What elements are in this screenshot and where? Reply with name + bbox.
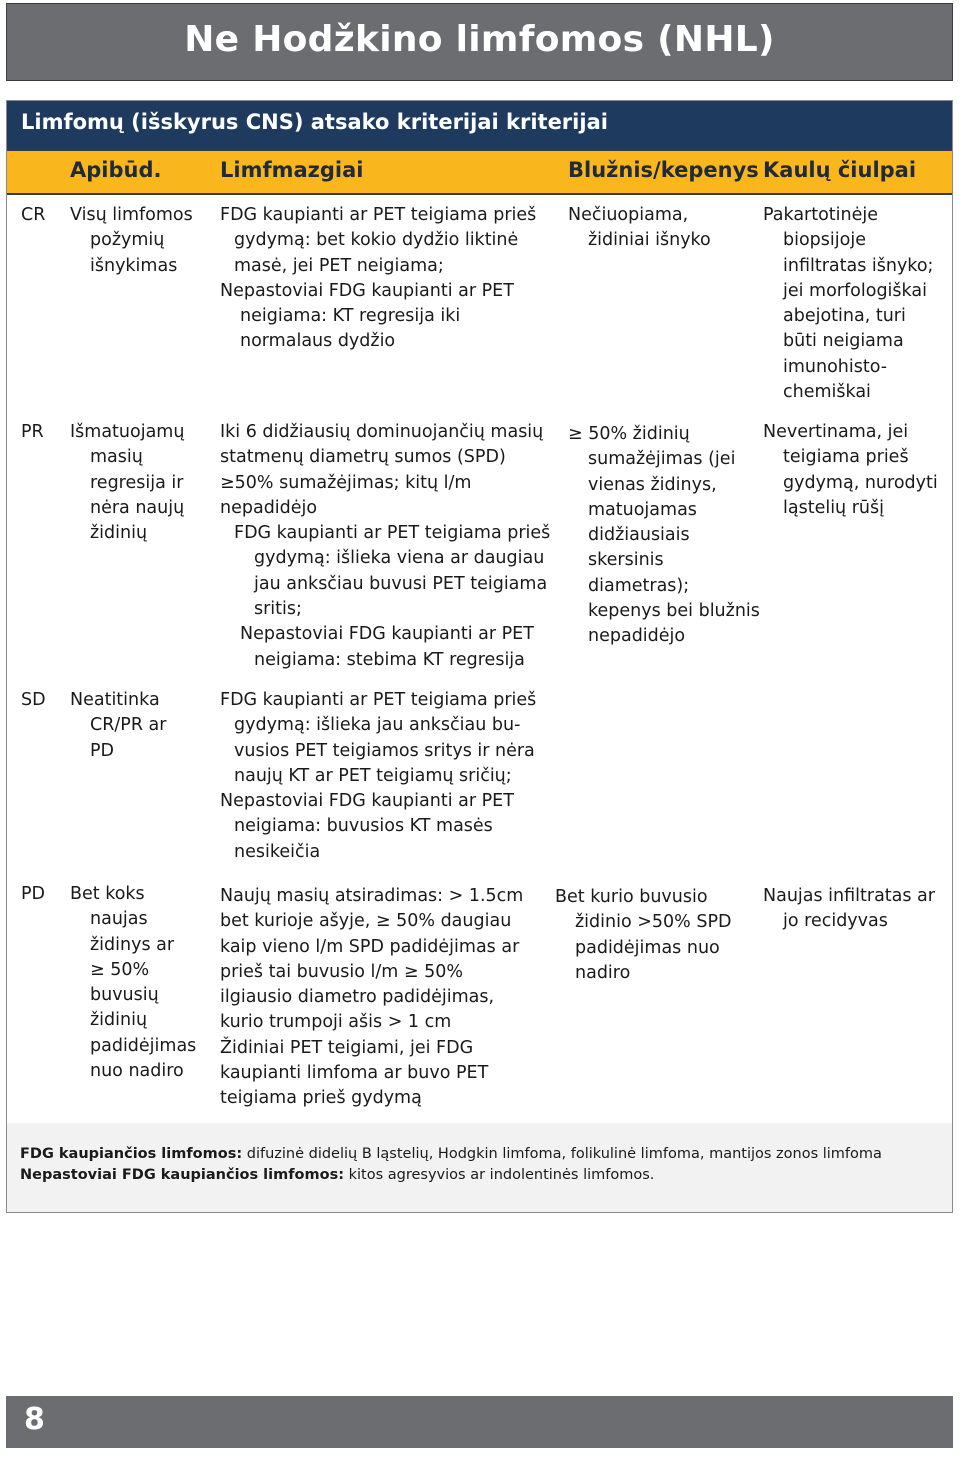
row-code: PD: [21, 884, 46, 904]
cell-line: statmenų diametrų sumos (SPD): [220, 447, 506, 468]
cell-line: teigiama prieš gydymą: [220, 1088, 422, 1109]
row-code: CR: [21, 205, 46, 225]
cell-line: išnykimas: [90, 255, 178, 276]
cell-line: sumažėjimas (jei: [588, 449, 736, 470]
row-lymph-nodes: [220, 203, 536, 355]
row-description: [70, 203, 193, 279]
cell-line: židinio >50% SPD: [575, 912, 732, 933]
footnote-fdg-avid: [20, 1146, 882, 1162]
cell-line: padidėjimas nuo: [575, 937, 720, 958]
cell-line: FDG kaupianti ar PET teigiama prieš: [220, 690, 537, 710]
cell-line: kepenys bei blužnis: [588, 601, 760, 622]
row-description: [70, 688, 166, 764]
cell-line: PD: [90, 740, 115, 761]
row-code: SD: [21, 690, 46, 710]
cell-line: ≥50% sumažėjimas; kitų l/m: [220, 472, 472, 493]
row-bone-marrow: [763, 884, 935, 935]
row-spleen-liver: [568, 203, 711, 254]
cell-line: Nečiuopiama,: [568, 205, 689, 225]
cell-line: židiniai išnyko: [588, 230, 711, 251]
cell-line: gydymą: išlieka viena ar daugiau: [254, 548, 545, 569]
cell-line: gydymą: bet kokio dydžio liktinė: [234, 230, 519, 251]
cell-line: Iki 6 didžiausių dominuojančių masių: [220, 422, 544, 442]
cell-line: chemiškai: [783, 382, 871, 403]
table-subtitle: Limfomų (išskyrus CNS) atsako kriterijai kriterijai: [21, 110, 608, 134]
row-lymph-nodes: [220, 688, 536, 865]
cell-line: Židiniai PET teigiami, jei FDG: [220, 1037, 474, 1058]
cell-line: sritis;: [254, 599, 302, 620]
cell-line: Nevertinama, jei: [763, 422, 909, 442]
footnote-text: difuzinė didelių B ląstelių, Hodgkin limfoma, folikulinė limfoma, mantijos zonos limfoma: [242, 1146, 882, 1162]
cell-line: neigiama: stebima KT regresija: [254, 649, 525, 670]
row-lymph-nodes: [220, 420, 550, 673]
cell-line: bet kurioje ašyje, ≥ 50% daugiau: [220, 911, 512, 932]
cell-line: masių: [90, 447, 143, 468]
cell-line: kurio trumpoji ašis > 1 cm: [220, 1012, 452, 1033]
cell-line: Visų limfomos: [70, 205, 193, 225]
cell-line: neigiama: buvusios KT masės: [234, 816, 493, 837]
cell-line: neigiama: KT regresija iki: [240, 306, 461, 327]
cell-line: Neatitinka: [70, 690, 160, 710]
response-criteria-panel: [6, 100, 953, 1213]
table-header-row: [7, 149, 952, 195]
cell-line: nepadidėjo: [220, 497, 318, 518]
cell-line: matuojamas: [588, 499, 697, 520]
cell-line: židinių: [90, 523, 148, 544]
cell-line: požymių: [90, 230, 165, 251]
cell-line: prieš tai buvusio l/m ≥ 50%: [220, 961, 464, 982]
cell-line: Naujas infiltratas ar: [763, 886, 935, 906]
cell-line: Bet koks: [70, 884, 145, 904]
page-title-bar: [6, 3, 953, 81]
page-number: 8: [24, 1402, 45, 1437]
cell-line: jau anksčiau buvusi PET teigiama: [254, 573, 548, 594]
cell-line: padidėjimas: [90, 1035, 197, 1056]
cell-line: Nepastoviai FDG kaupianti ar PET: [220, 791, 514, 812]
cell-line: ≥ 50%: [90, 959, 150, 980]
cell-line: nėra naujų: [90, 497, 185, 518]
cell-line: regresija ir: [90, 472, 184, 493]
cell-line: naujas: [90, 909, 148, 930]
footer-bar: [6, 1396, 953, 1448]
cell-line: naujų KT ar PET teigiamų sričių;: [234, 765, 512, 786]
footnote-box: [7, 1123, 952, 1212]
cell-line: židinys ar: [90, 934, 175, 955]
cell-line: nuo nadiro: [90, 1061, 184, 1082]
row-description: [70, 882, 196, 1084]
cell-line: ilgiausio diametro padidėjimas,: [220, 987, 495, 1008]
cell-line: skersinis: [588, 550, 664, 571]
footnote-variably-fdg-avid: [20, 1167, 654, 1183]
cell-line: kaip vieno l/m SPD padidėjimas ar: [220, 936, 520, 957]
cell-line: normalaus dydžio: [240, 331, 396, 352]
cell-line: nesikeičia: [234, 841, 321, 862]
cell-line: CR/PR ar: [90, 715, 167, 736]
cell-line: ≥ 50% židinių: [568, 424, 690, 444]
cell-line: Pakartotinėje: [763, 205, 879, 225]
cell-line: didžiausiais: [588, 525, 690, 546]
cell-line: gydymą, nurodyti: [783, 472, 938, 493]
cell-line: Naujų masių atsiradimas: > 1.5cm: [220, 886, 524, 906]
table-subtitle-bar: [7, 101, 952, 149]
header-lymph-nodes: Limfmazgiai: [220, 158, 364, 182]
cell-line: vienas židinys,: [588, 474, 717, 495]
cell-line: FDG kaupianti ar PET teigiama prieš: [220, 205, 537, 225]
cell-line: nepadidėjo: [588, 626, 686, 647]
cell-line: gydymą: išlieka jau anksčiau bu-: [234, 715, 521, 736]
cell-line: FDG kaupianti ar PET teigiama prieš: [234, 523, 551, 544]
cell-line: nadiro: [575, 962, 631, 983]
cell-line: kaupianti limfoma ar buvo PET: [220, 1063, 489, 1084]
cell-line: diametras);: [588, 575, 690, 596]
header-spleen-liver: Blužnis/kepenys: [568, 158, 759, 182]
row-code: PR: [21, 422, 44, 442]
cell-line: vusios PET teigiamos sritys ir nėra: [234, 740, 535, 761]
cell-line: Išmatuojamų: [70, 422, 185, 442]
cell-line: jo recidyvas: [783, 911, 888, 932]
cell-line: buvusių: [90, 985, 159, 1006]
row-bone-marrow: [763, 203, 933, 405]
cell-line: teigiama prieš: [783, 447, 909, 468]
footnote-text: kitos agresyvios ar indolentinės limfomos.: [344, 1167, 655, 1183]
row-description: [70, 420, 184, 546]
cell-line: Nepastoviai FDG kaupianti ar PET: [220, 280, 514, 301]
footnote-label: Nepastoviai FDG kaupiančios limfomos:: [20, 1167, 345, 1183]
cell-line: ląstelių rūšį: [783, 497, 884, 518]
cell-line: Bet kurio buvusio: [555, 887, 708, 907]
cell-line: abejotina, turi: [783, 306, 906, 327]
cell-line: biopsijoje: [783, 230, 866, 251]
header-description: Apibūd.: [70, 158, 162, 182]
row-lymph-nodes: [220, 884, 523, 1112]
footnote-label: FDG kaupiančios limfomos:: [20, 1146, 243, 1162]
cell-line: būti neigiama: [783, 331, 904, 352]
cell-line: imunohisto-: [783, 356, 888, 377]
page-title: Ne Hodžkino limfomos (NHL): [184, 19, 775, 60]
cell-line: infiltratas išnyko;: [783, 255, 934, 276]
cell-line: židinių: [90, 1010, 148, 1031]
cell-line: Nepastoviai FDG kaupianti ar PET: [240, 624, 534, 645]
row-spleen-liver: [555, 885, 732, 986]
row-spleen-liver: [568, 422, 760, 650]
row-bone-marrow: [763, 420, 938, 521]
cell-line: jei morfologiškai: [783, 280, 927, 301]
cell-line: masė, jei PET neigiama;: [234, 255, 444, 276]
header-bone-marrow: Kaulų čiulpai: [763, 158, 917, 182]
